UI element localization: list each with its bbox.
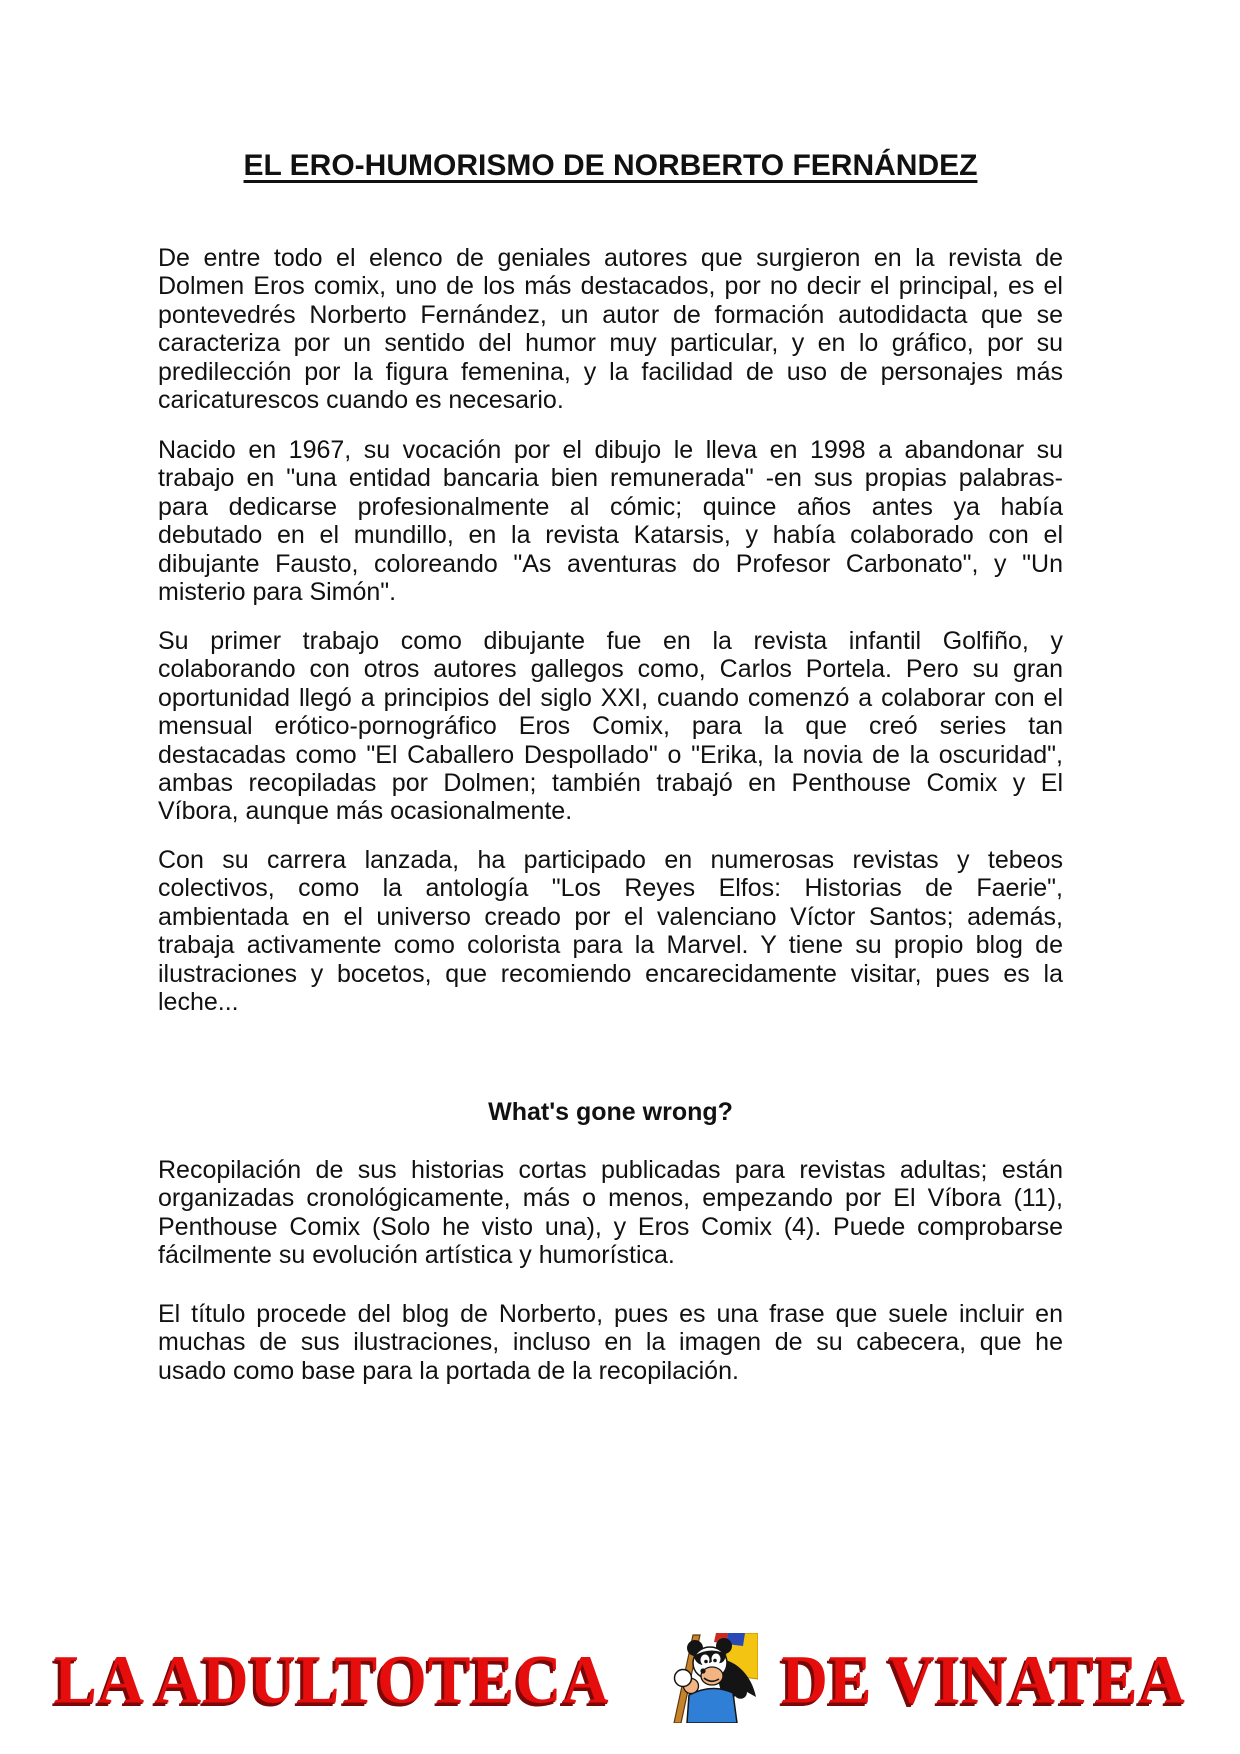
brand-text-la-adultoteca: LA ADULTOTECA <box>54 1641 610 1718</box>
paragraph-line: oportunidad llegó a principios del siglo XXI, cuando comenzó a colaborar con el <box>158 683 1063 712</box>
paragraph-line: debutado en el mundillo, en la revista Katarsis, y había colaborado con el <box>158 521 1063 550</box>
paragraph-line: ambas recopiladas por Dolmen; también trabajó en Penthouse Comix y El <box>158 769 1063 798</box>
paragraph-line: muchas de sus ilustraciones, incluso en la imagen de su cabecera, que he <box>158 1328 1063 1357</box>
paragraph-3 <box>158 627 1063 826</box>
paragraph-line: misterio para Simón". <box>158 578 397 607</box>
page-title-text: EL ERO-HUMORISMO DE NORBERTO FERNÁNDEZ <box>243 149 978 182</box>
paragraph-1 <box>158 244 1063 414</box>
paragraph-line: Dolmen Eros comix, uno de los más destacados, por no decir el principal, es el <box>158 272 1063 301</box>
paragraph-line: mensual erótico-pornográfico Eros Comix, para la que creó series tan <box>158 712 1063 741</box>
paragraph-line: pontevedrés Norberto Fernández, un autor de formación autodidacta que se <box>158 300 1063 329</box>
brand-text-de-vinatea: DE VINATEA <box>781 1641 1186 1718</box>
paragraph-4 <box>158 846 1063 1016</box>
paragraph-line: ambientada en el universo creado por el valenciano Víctor Santos; además, <box>158 902 1063 931</box>
paragraph-line: colectivos, como la antología "Los Reyes Elfos: Historias de Faerie", <box>158 874 1063 903</box>
paragraph-line: destacadas como "El Caballero Despollado" o "Erika, la novia de la oscuridad", <box>158 740 1063 769</box>
paragraph-line: predilección por la figura femenina, y la facilidad de uso de personajes más <box>158 357 1063 386</box>
paragraph-line: trabaja activamente como colorista para la Marvel. Y tiene su propio blog de <box>158 931 1063 960</box>
paragraph-line: trabajo en "una entidad bancaria bien remunerada" -en sus propias palabras- <box>158 464 1063 493</box>
paragraph-6 <box>158 1300 1063 1385</box>
paragraph-line: Víbora, aunque más ocasionalmente. <box>158 797 573 826</box>
paragraph-line: Recopilación de sus historias cortas publicadas para revistas adultas; están <box>158 1156 1063 1184</box>
paragraph-5 <box>158 1156 1063 1270</box>
paragraph-line: fácilmente su evolución artística y humorística. <box>158 1241 675 1270</box>
paragraph-line: caricaturescos cuando es necesario. <box>158 386 564 415</box>
paragraph-line: ilustraciones y bocetos, que recomiendo encarecidamente visitar, pues es la <box>158 959 1063 988</box>
paragraph-line: Nacido en 1967, su vocación por el dibujo le lleva en 1998 a abandonar su <box>158 436 1063 464</box>
paragraph-line: Con su carrera lanzada, ha participado en numerosas revistas y tebeos <box>158 846 1063 874</box>
paragraph-line: Su primer trabajo como dibujante fue en la revista infantil Golfiño, y <box>158 627 1063 655</box>
paragraph-line: colaborando con otros autores gallegos como, Carlos Portela. Pero su gran <box>158 655 1063 684</box>
section-heading: What's gone wrong? <box>488 1098 733 1126</box>
paragraph-line: leche... <box>158 988 239 1017</box>
paragraph-line: Penthouse Comix (Solo he visto una), y Eros Comix (4). Puede comprobarse <box>158 1212 1063 1241</box>
paragraph-line: El título procede del blog de Norberto, pues es una frase que suele incluir en <box>158 1300 1063 1328</box>
paragraph-line: dibujante Fausto, coloreando "As aventuras do Profesor Carbonato", y "Un <box>158 549 1063 578</box>
paragraph-line: organizadas cronológicamente, más o menos, empezando por El Víbora (11), <box>158 1184 1063 1213</box>
paragraph-line: usado como base para la portada de la recopilación. <box>158 1356 739 1385</box>
paragraph-2 <box>158 436 1063 606</box>
footer-logo <box>0 1630 1240 1730</box>
paragraph-line: De entre todo el elenco de geniales autores que surgieron en la revista de <box>158 244 1063 272</box>
mouse-bat-mascot-icon <box>666 1633 758 1728</box>
paragraph-line: caracteriza por un sentido del humor muy particular, y en lo gráfico, por su <box>158 329 1063 358</box>
page-title <box>158 150 1063 182</box>
paragraph-line: para dedicarse profesionalmente al cómic; quince años antes ya había <box>158 492 1063 521</box>
